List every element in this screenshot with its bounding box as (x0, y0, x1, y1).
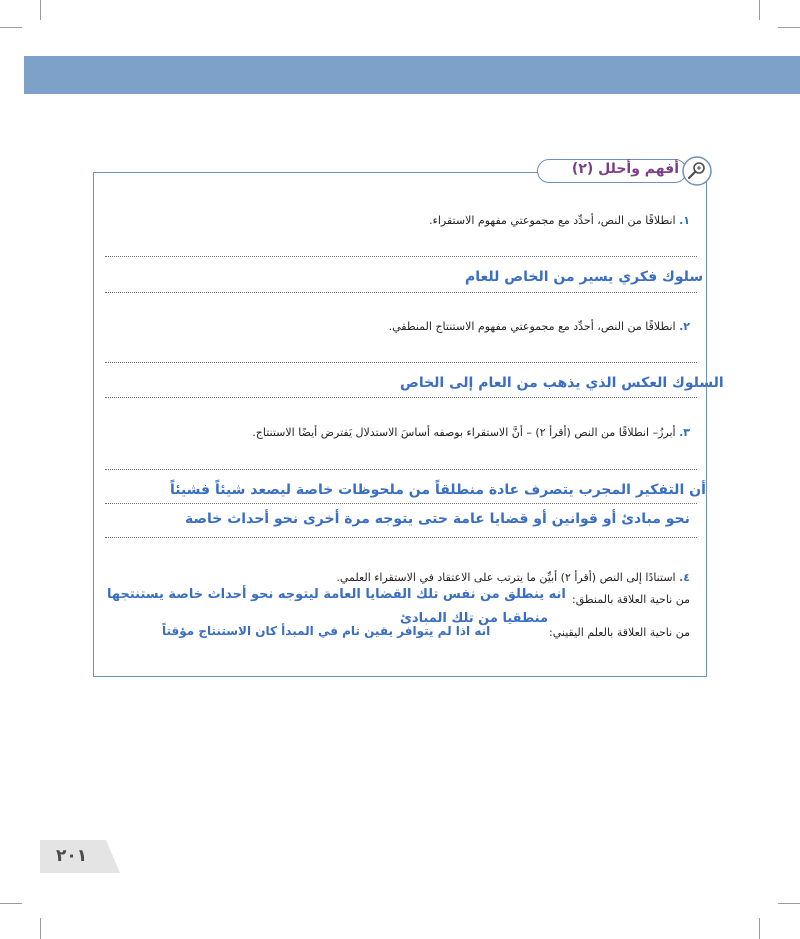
magnifier-pencil-icon (681, 155, 713, 187)
answer-3-line-2: نحو مبادئ أو قوانين أو قضايا عامة حتى يتوجه مرة أخرى نحو أحداث خاصة (185, 511, 690, 527)
answer-line (105, 537, 697, 538)
crop-mark (759, 918, 760, 939)
crop-mark (40, 918, 41, 939)
section-title: أفهم وأحلل (٢) (571, 161, 679, 177)
crop-mark (0, 27, 22, 28)
crop-mark (778, 903, 800, 904)
question-1 (429, 214, 690, 227)
certainty-label: من ناحية العلاقة بالعلم اليقيني: (549, 626, 690, 639)
question-3 (252, 426, 690, 439)
page-number: ٢٠١ (56, 846, 88, 866)
crop-mark (40, 0, 41, 20)
answer-3-line-1: أن التفكير المجرب يتصرف عادة منطلقاً من ملحوظات خاصة ليصعد شيئاً فشيئاً (170, 482, 706, 498)
crop-mark (0, 903, 22, 904)
question-number: ٤. (679, 571, 690, 584)
answer-2: السلوك العكس الذي يذهب من العام إلى الخاص (400, 375, 724, 391)
question-text: استنادًا إلى النص (أقرأ ٢) أبيِّن ما يترتب على الاعتقاد في الاستقراء العلمي. (336, 571, 676, 584)
answer-line (105, 397, 697, 398)
answer-line (105, 503, 697, 504)
logic-label: من ناحية العلاقة بالمنطق: (572, 593, 690, 606)
question-text: انطلاقًا من النص، أحدِّد مع مجموعتي مفهوم الاستنتاج المنطقي. (388, 320, 676, 333)
header-band (24, 56, 800, 94)
answer-line (105, 292, 697, 293)
answer-line (105, 256, 697, 257)
answer-line (105, 469, 697, 470)
question-4 (336, 571, 690, 584)
answer-1: سلوك فكري يسير من الخاص للعام (465, 269, 704, 285)
question-2 (389, 320, 690, 333)
question-text: أبرزُ– انطلاقًا من النص (أقرأ ٢) – أنَّ الاستقراء بوصفه أساسَ الاستدلال يَفترض أيضًا الاستنتاج. (252, 426, 676, 439)
crop-mark (778, 27, 800, 28)
logic-answer: انه ينطلق من نفس تلك القضايا العامة ليتوجه نحو أحداث خاصة يستنتجها (107, 587, 566, 602)
crop-mark (759, 0, 760, 20)
question-text: انطلاقًا من النص، أحدِّد مع مجموعتي مفهوم الاستقراء. (429, 214, 676, 227)
certainty-answer: انه اذا لم يتوافر يقين تام في المبدأ كان الاستنتاج مؤقتاً (162, 624, 491, 638)
question-number: ٣. (679, 426, 690, 439)
section-title-tab (535, 155, 713, 187)
answer-line (105, 362, 697, 363)
question-number: ٢. (679, 320, 690, 333)
logic-answer-continued: منطقيا من تلك المبادئ (400, 611, 549, 626)
question-number: ١. (679, 214, 690, 227)
